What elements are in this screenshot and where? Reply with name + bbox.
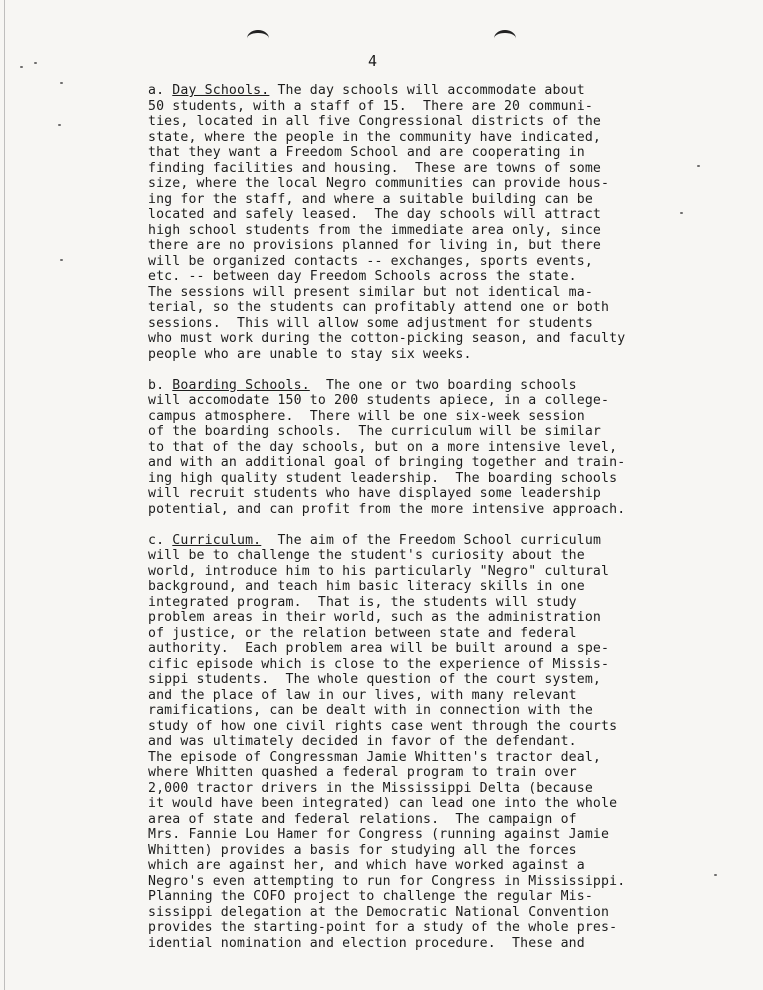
text-line: of the boarding schools. The curriculum will be similar xyxy=(148,424,602,439)
text-line: problem areas in their world, such as the administration xyxy=(148,610,602,625)
text-fragment: The one or two boarding schools xyxy=(309,377,577,393)
text-line: will recruit students who have displayed some leadership xyxy=(148,486,602,501)
text-fragment: The day schools will accommodate about xyxy=(269,83,585,98)
binder-hole-mark-right xyxy=(494,30,516,47)
paragraph xyxy=(148,533,748,952)
text-line: etc. -- between day Freedom Schools across the state. xyxy=(148,269,577,284)
scan-speck xyxy=(60,259,63,261)
text-line: where Whitten quashed a federal program to train over xyxy=(148,765,577,780)
section-heading: Boarding Schools. xyxy=(172,377,310,393)
text-line: background, and teach him basic literacy skills in one xyxy=(148,579,585,594)
text-line: who must work during the cotton-picking season, and faculty xyxy=(148,331,626,346)
text-line: sessions. This will allow some adjustment for students xyxy=(148,315,593,331)
text-line: 2,000 tractor drivers in the Mississippi Delta (because xyxy=(148,780,593,796)
text-line: of justice, or the relation between state and federal xyxy=(148,625,577,641)
scan-speck xyxy=(20,66,23,68)
text-line: The sessions will present similar but not identical ma- xyxy=(148,284,593,300)
text-line: finding facilities and housing. These are towns of some xyxy=(148,160,602,176)
section-marker: c. xyxy=(148,532,173,548)
section-heading: Day Schools. xyxy=(172,83,270,98)
text-line: Negro's even attempting to run for Congress in Mississippi. xyxy=(148,873,626,889)
text-line: it would have been integrated) can lead one into the whole xyxy=(148,796,618,811)
text-line: ties, located in all five Congressional districts of the xyxy=(148,114,602,129)
text-line: size, where the local Negro communities can provide hous- xyxy=(148,176,610,191)
scan-speck xyxy=(34,62,37,64)
text-line: terial, so the students can profitably attend one or both xyxy=(148,300,610,315)
text-line: potential, and can profit from the more intensive approach. xyxy=(148,501,626,517)
text-line: authority. Each problem area will be built around a spe- xyxy=(148,641,610,656)
section-marker: a. xyxy=(148,83,173,98)
scan-speck xyxy=(60,82,63,84)
text-line: sissippi delegation at the Democratic National Convention xyxy=(148,904,610,920)
text-line: and the place of law in our lives, with many relevant xyxy=(148,687,577,703)
text-line: The episode of Congressman Jamie Whitten's tractor deal, xyxy=(148,749,602,765)
text-line: Planning the COFO project to challenge the regular Mis- xyxy=(148,889,593,904)
paragraph xyxy=(148,378,748,518)
text-line: area of state and federal relations. The campaign of xyxy=(148,811,577,827)
text-line: campus atmosphere. There will be one six-week session xyxy=(148,408,585,424)
text-line: provides the starting-point for a study of the whole pres- xyxy=(148,920,618,935)
text-line: ramifications, can be dealt with in connection with the xyxy=(148,703,593,718)
text-line: people who are unable to stay six weeks. xyxy=(148,346,472,362)
text-line xyxy=(148,533,748,549)
text-line xyxy=(148,378,748,394)
page-edge-line xyxy=(4,0,5,990)
text-line: will accomodate 150 to 200 students apiece, in a college- xyxy=(148,393,610,408)
text-line: sippi students. The whole question of the court system, xyxy=(148,672,602,687)
text-line: ing for the staff, and where a suitable building can be xyxy=(148,191,593,207)
text-line: high school students from the immediate area only, since xyxy=(148,222,602,238)
text-line: which are against her, and which have worked against a xyxy=(148,858,585,873)
text-line: that they want a Freedom School and are cooperating in xyxy=(148,145,585,160)
section-marker: b. xyxy=(148,377,173,393)
paragraph xyxy=(148,83,748,362)
text-line xyxy=(148,83,748,99)
text-line: will be organized contacts -- exchanges, sports events, xyxy=(148,253,593,269)
binder-hole-mark-left xyxy=(247,30,269,47)
text-line: study of how one civil rights case went through the courts xyxy=(148,718,618,734)
section-heading: Curriculum. xyxy=(172,532,262,548)
text-line: will be to challenge the student's curiosity about the xyxy=(148,548,585,563)
text-line: located and safely leased. The day schools will attract xyxy=(148,207,602,222)
document-body xyxy=(148,83,748,967)
text-line: to that of the day schools, but on a more intensive level, xyxy=(148,439,618,455)
text-fragment: The aim of the Freedom School curriculum xyxy=(261,532,602,548)
scan-speck xyxy=(58,124,61,126)
text-line: ing high quality student leadership. The boarding schools xyxy=(148,470,618,486)
text-line: integrated program. That is, the students will study xyxy=(148,594,577,610)
text-line: there are no provisions planned for living in, but there xyxy=(148,238,602,253)
text-line: Mrs. Fannie Lou Hamer for Congress (running against Jamie xyxy=(148,827,610,842)
text-line: world, introduce him to his particularly "Negro" cultural xyxy=(148,563,610,579)
text-line: Whitten) provides a basis for studying all the forces xyxy=(148,842,577,858)
text-line: cific episode which is close to the experience of Missis- xyxy=(148,656,610,672)
text-line: and with an additional goal of bringing together and train- xyxy=(148,455,626,470)
text-line: idential nomination and election procedure. These and xyxy=(148,935,585,951)
text-line: state, where the people in the community have indicated, xyxy=(148,129,602,145)
page-number: 4 xyxy=(368,52,378,70)
text-line: 50 students, with a staff of 15. There are 20 communi- xyxy=(148,98,593,114)
text-line: and was ultimately decided in favor of the defendant. xyxy=(148,734,577,749)
